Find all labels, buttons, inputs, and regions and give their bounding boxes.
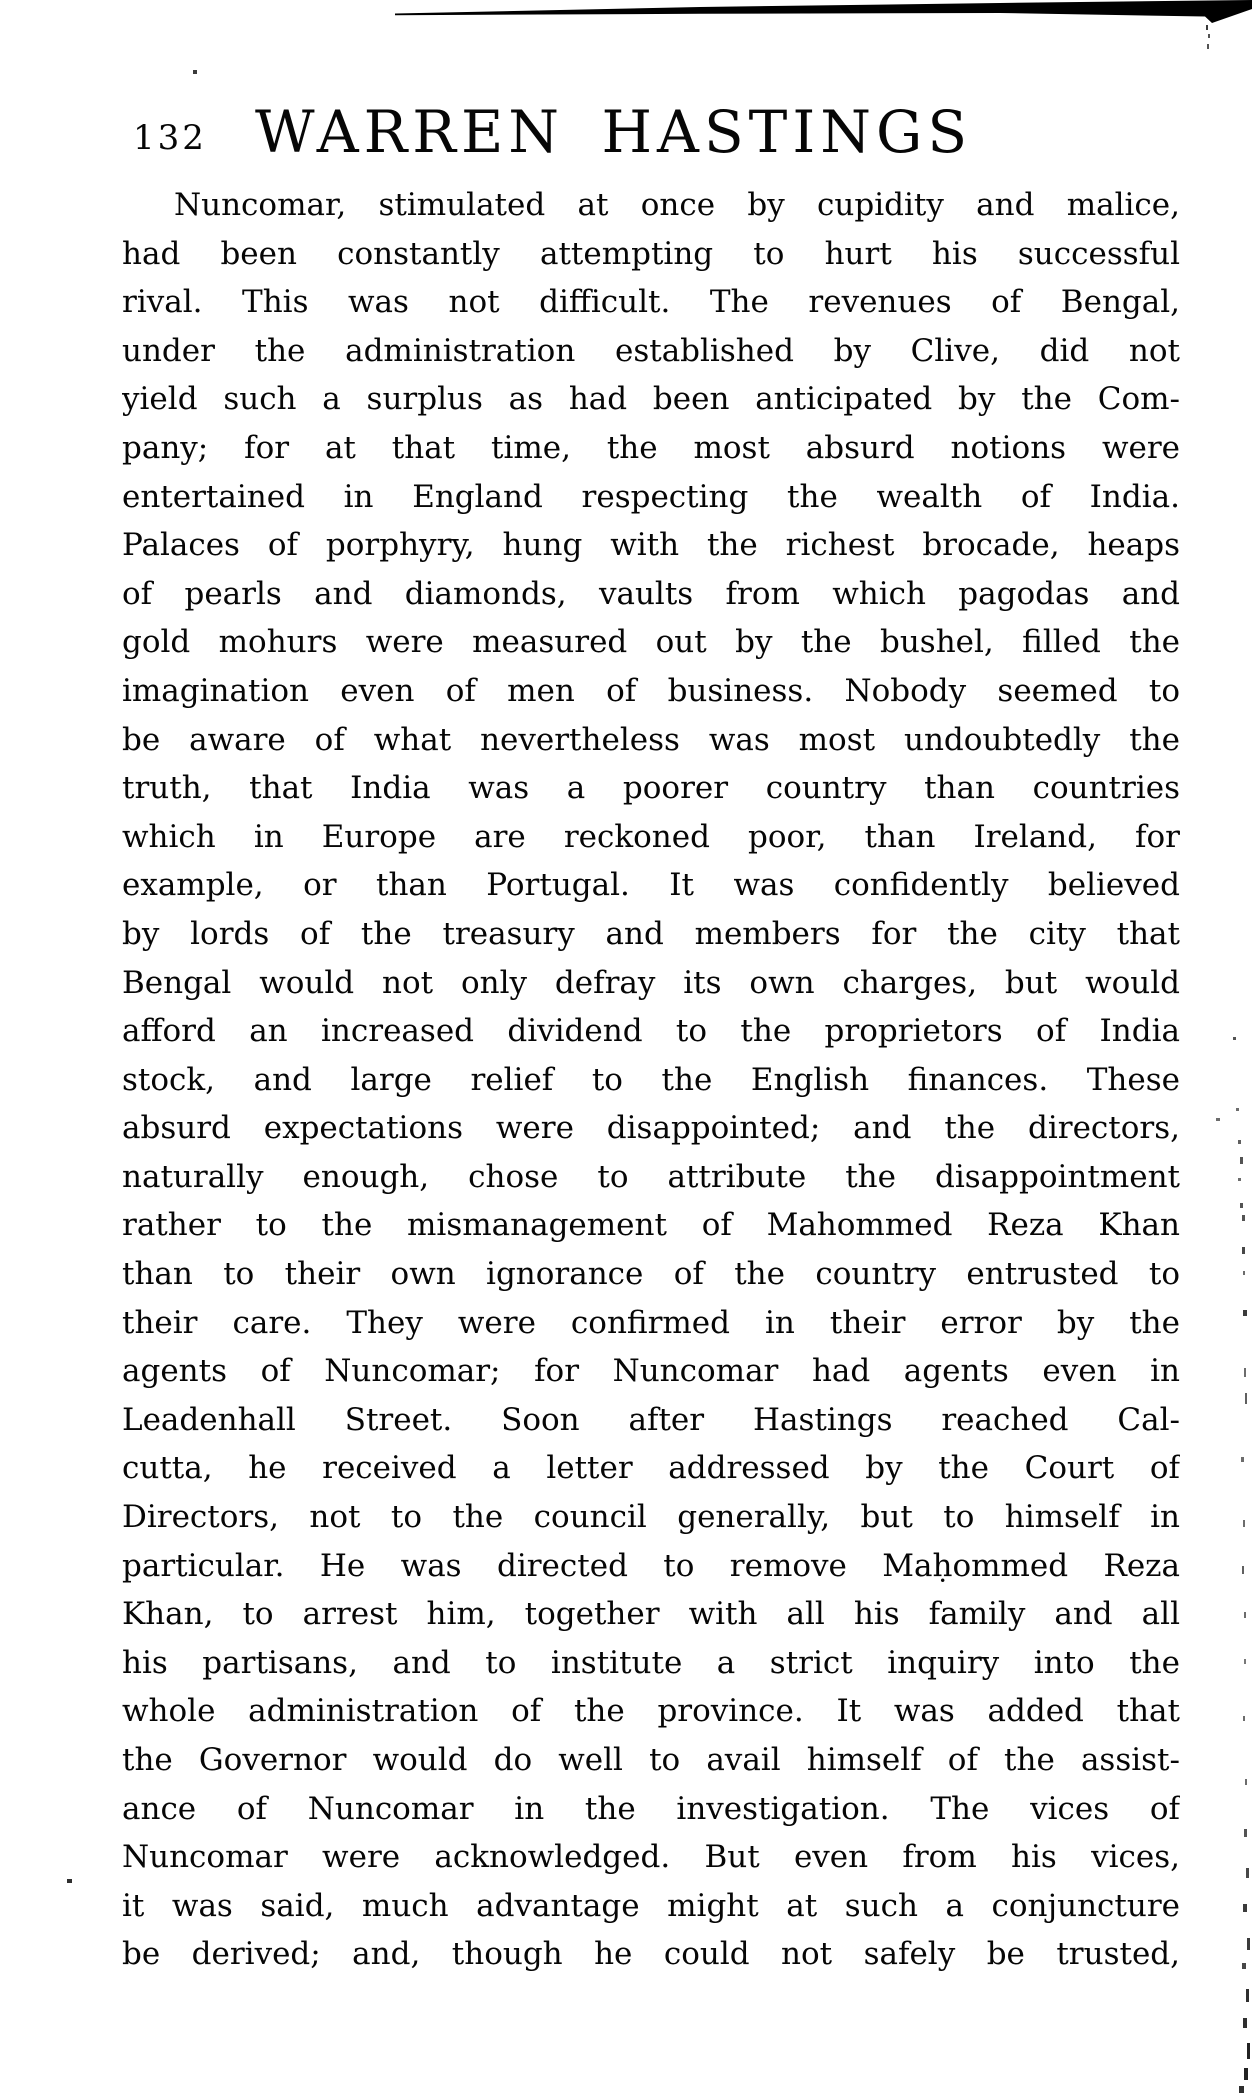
text-line: example, or than Portugal. It was confidently believed	[122, 867, 1180, 904]
text-line: Directors, not to the council generally, but to himself in	[122, 1499, 1180, 1536]
text-line: than to their own ignorance of the country entrusted to	[122, 1256, 1180, 1293]
text-line: Bengal would not only defray its own charges, but would	[122, 964, 1180, 1001]
text-line: Palaces of porphyry, hung with the richest brocade, heaps	[122, 527, 1180, 564]
text-line: stock, and large relief to the English finances. These	[122, 1061, 1180, 1098]
text-line: their care. They were confirmed in their error by the	[122, 1304, 1180, 1341]
text-line: cutta, he received a letter addressed by the Court of	[122, 1450, 1180, 1487]
text-line: Leadenhall Street. Soon after Hastings reached Cal-	[122, 1401, 1180, 1438]
text-line: particular. He was directed to remove Maḥommed Reza	[122, 1547, 1180, 1584]
text-line: of pearls and diamonds, vaults from which pagodas and	[122, 575, 1180, 612]
text-line: by lords of the treasury and members for the city that	[122, 915, 1180, 952]
running-head-title: WARREN HASTINGS	[255, 98, 973, 166]
text-line: absurd expectations were disappointed; and the directors,	[122, 1110, 1180, 1147]
text-line: rather to the mismanagement of Mahommed Reza Khan	[122, 1207, 1180, 1244]
scan-artifact-top	[0, 0, 1252, 60]
text-line: naturally enough, chose to attribute the disappointment	[122, 1158, 1180, 1195]
body-text	[122, 181, 1180, 1979]
text-line: Nuncomar were acknowledged. But even from his vices,	[122, 1839, 1180, 1876]
page-number: 132	[133, 118, 207, 158]
text-line: truth, that India was a poorer country than countries	[122, 770, 1180, 807]
text-line: Nuncomar, stimulated at once by cupidity and malice,	[174, 187, 1180, 223]
text-line: his partisans, and to institute a strict inquiry into the	[122, 1644, 1180, 1681]
text-line: be aware of what nevertheless was most undoubtedly the	[122, 721, 1180, 758]
text-line: Khan, to arrest him, together with all his family and all	[122, 1596, 1180, 1633]
text-line: had been constantly attempting to hurt his successful	[122, 235, 1180, 272]
text-line: gold mohurs were measured out by the bushel, filled the	[122, 624, 1180, 661]
text-line: rival. This was not difficult. The revenues of Bengal,	[122, 284, 1180, 321]
text-line: the Governor would do well to avail himself of the assist-	[122, 1742, 1180, 1778]
text-line: which in Europe are reckoned poor, than Ireland, for	[122, 818, 1180, 855]
text-line: whole administration of the province. It was added that	[122, 1693, 1180, 1730]
text-line: agents of Nuncomar; for Nuncomar had agents even in	[122, 1353, 1180, 1390]
text-line: entertained in England respecting the wealth of India.	[122, 478, 1180, 515]
text-line: pany; for at that time, the most absurd notions were	[122, 429, 1180, 466]
text-line: under the administration established by Clive, did not	[122, 332, 1180, 369]
text-line: yield such a surplus as had been anticipated by the Com-	[122, 381, 1180, 418]
text-line: imagination even of men of business. Nobody seemed to	[122, 672, 1180, 709]
text-line: afford an increased dividend to the proprietors of India	[122, 1013, 1180, 1050]
text-line: ance of Nuncomar in the investigation. The vices of	[122, 1790, 1180, 1827]
text-line: it was said, much advantage might at such a conjuncture	[122, 1887, 1180, 1924]
text-line: be derived; and, though he could not safely be trusted,	[122, 1936, 1180, 1973]
